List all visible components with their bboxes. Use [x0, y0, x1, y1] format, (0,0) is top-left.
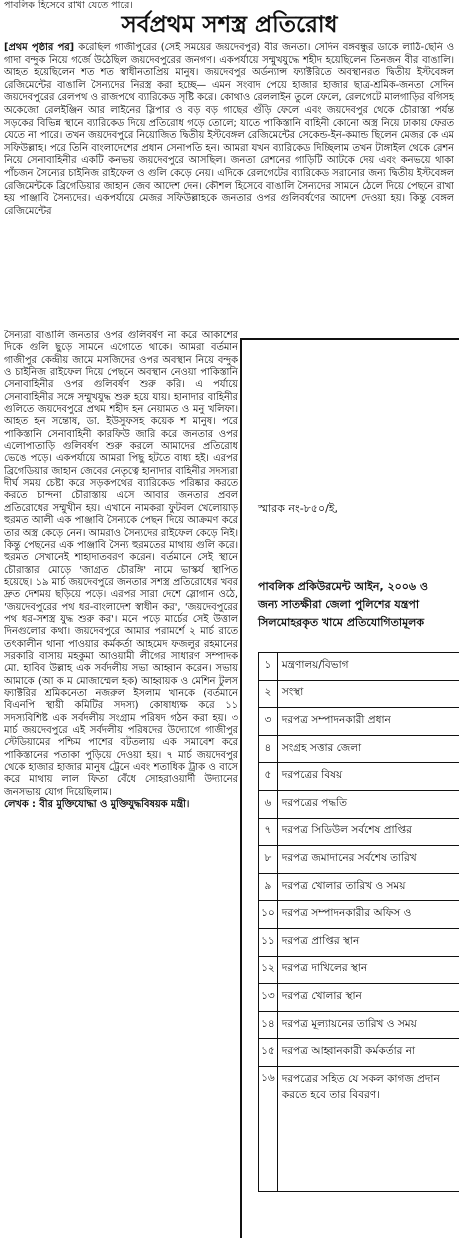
row-number: ৮ [259, 846, 278, 874]
row-number: ১৩ [259, 984, 278, 1012]
intro-line: জন্য সাতক্ষীরা জেলা পুলিশের যন্ত্রপা [258, 596, 428, 614]
table-row [259, 1039, 459, 1067]
table-row [259, 763, 459, 791]
row-label: দরপত্র সম্পাদনকারীর অফিস ও [277, 901, 459, 929]
row-number: ১ [259, 653, 278, 681]
row-number: ৩ [259, 708, 278, 736]
row-number: ৬ [259, 790, 278, 818]
row-number: ১২ [259, 956, 278, 984]
row-number: ১০ [259, 901, 278, 929]
table-row [259, 846, 459, 874]
table-row [259, 1066, 459, 1191]
intro-line: পাবলিক প্রকিউরমেন্ট আইন, ২০০৬ ও [258, 578, 428, 596]
intro-line: সিলমোহরকৃত খামে প্রতিযোগিতামূলক [258, 614, 428, 632]
row-label: দরপত্রের সহিত যে সকল কাগজ প্রদান করতে হবে তার বিবরণ। [277, 1066, 459, 1191]
lead-text: করেছিল গাজীপুরের (সেই সময়ের জয়দেবপুর) বীর জনতা। সেদিন বঙ্গবন্ধুর ডাকে লাঠি-ছেনি ও গাদা বন্দুক নিয়ে গর্জে উঠেছিল জয়দেবপুরের জনগণ। একপর্যায়ে সম্মুখযুদ্ধে শহীদ হয়েছিলেন তিনজন বীর বাঙালি। আহত হয়েছিলেন শত শত স্বাধীনতাপ্রিয় মানুষ। জয়দেবপুর অর্ডন্যান্স ফ্যাক্টরিতে অবস্থানরত দ্বিতীয় ইস্টবেঙ্গল রেজিমেন্টের বাঙালি সৈন্যদের নিরস্ত্র করা হচ্ছে— এমন সংবাদ পেয়ে হাজার হাজার ছাত্র-শ্রমিক-জনতা সেদিন জয়দেবপুরের রেলপথ ও রাজপথে ব্যারিকেড সৃষ্টি করে। কোথাও রেললাইন তুলে ফেলে, রেলগেটে মালগাড়ির বগিসহ অকেজো রেলইঞ্জিন আর লাইনের স্লিপার ও বড় বড় গাছের গুঁড়ি ফেলে এবং জয়দেবপুর থেকে চৌরাস্তা পর্যন্ত সড়কের বিভিন্ন স্থানে ব্যারিকেড দিয়ে প্রতিরোধ গড়ে তোলে; যাতে পাকিস্তানি বাহিনী কোনো অস্ত্র নিয়ে ঢাকায় ফেরত যেতে না পারে। তখন জয়দেবপুরে নিয়োজিত দ্বিতীয় ইস্টবেঙ্গল রেজিমেন্টের সেকেন্ড-ইন-কমান্ড ছিলেন মেজর কে এম সফিউল্লাহ। পরে তিনি বাংলাদেশের প্রধান সেনাপতি হন। আমরা যখন ব্যারিকেড দিচ্ছিলাম তখন টাঙ্গাইল থেকে রেশন নিয়ে সেনাবাহিনীর একটি কনভয় জয়দেবপুরে আসছিল। জনতা রেশনের গাড়িটি আটকে দেয় এবং কনভয়ে থাকা পাঁচজন সৈন্যের চাইনিজ রাইফেল ও গুলি কেড়ে নেয়। এদিকে রেলগেটের ব্যারিকেড সরানোর জন্য দ্বিতীয় ইস্টবেঙ্গল রেজিমেন্টকে ব্রিগেডিয়ার জাহান জেব আদেশ দেন। কৌশল হিসেবে বাঙালি সৈন্যদের সামনে ঠেলে দিয়ে পেছনে রাখা হয় পাঞ্জাবি সৈন্যদের। একপর্যায়ে মেজর সফিউল্লাহকে জনতার ওপর গুলিবর্ষণের আদেশ দেওয়া হয়। কিন্তু বেঙ্গল রেজিমেন্টের [4, 42, 454, 217]
row-label: দরপত্র খোলার তারিখ ও সময় [277, 873, 459, 901]
table-row [259, 901, 459, 929]
column-text: সৈন্যরা বাঙালি জনতার ওপর গুলিবর্ষণ না করে আকাশের দিকে গুলি ছুড়ে সামনে এগোতে থাকে। আমরা বর্তমান গাজীপুর কেন্দ্রীয় জামে মসজিদের ওপর অবস্থান নিয়ে বন্দুক ও চাইনিজ রাইফেল দিয়ে পেছনে অবস্থান নেওয়া পাকিস্তানি সেনাবাহিনীর ওপর গুলিবর্ষণ শুরু করি। এ পর্যায়ে সেনাবাহিনীর সঙ্গে সম্মুখযুদ্ধ শুরু হয়ে যায়। হানাদার বাহিনীর গুলিতে জয়দেবপুরে প্রথম শহীদ হন নেয়ামত ও মনু খলিফা। আহত হন সন্তোষ, ডা. ইউসুফসহ কয়েক শ মানুষ। পরে পাকিস্তানি সেনাবাহিনী কারফিউ জারি করে জনতার ওপর এলোপাতাড়ি গুলিবর্ষণ শুরু করলে আমাদের প্রতিরোধ ভেঙে পড়ে। একপর্যায়ে আমরা পিছু হটতে বাধ্য হই। এরপর ব্রিগেডিয়ার জাহান জেবের নেতৃত্বে হানাদার বাহিনীর সদস্যরা দীর্ঘ সময় চেষ্টা করে সড়কপথের ব্যারিকেড পরিষ্কার করতে করতে চান্দনা চৌরাস্তায় এসে আবার জনতার প্রবল প্রতিরোধের সম্মুখীন হয়। এখানে নামকরা ফুটবল খেলোয়াড় হুরমত আলী এক পাঞ্জাবি সৈন্যকে পেছন দিয়ে আক্রমণ করে তার অস্ত্র কেড়ে নেন। আমরাও সৈন্যদের রাইফেল কেড়ে নিই। কিন্তু পেছনের এক পাঞ্জাবি সৈন্য হুরমতের মাথায় গুলি করে। হুরমত সেখানেই শাহাদাতবরণ করেন। বর্তমানে সেই স্থানে চৌরাস্তার মোড়ে 'জাগ্রত চৌরঙ্গি' নামে ভাস্কর্য স্থাপিত হয়েছে। ১৯ মার্চ জয়দেবপুরে জনতার সশস্ত্র প্রতিরোধের খবর দ্রুত দেশময় ছড়িয়ে পড়ে। এরপর সারা দেশে স্লোগান ওঠে, 'জয়দেবপুরের পথ ধর-বাংলাদেশ স্বাধীন কর', 'জয়দেবপুরের পথ ধর-সশস্ত্র যুদ্ধ শুরু কর'। মনে পড়ে মার্চের সেই উত্তাল দিনগুলোর কথা। জয়দেবপুরে আমার পরামর্শে ২ মার্চ রাতে তৎকালীন থানা পাওয়ার কর্মকর্তা আহমেদ ফজলুর রহমানের সরকারি বাসায় মহকুমা আওয়ামী লীগের সাধারণ সম্পাদক মো. হাবিব উল্লাহ এক সর্বদলীয় সভা আহ্বান করেন। সভায় আমাকে (আ ক ম মোজাম্মেল হক) আহ্বায়ক ও মেশিন টুলস ফ্যাক্টরির শ্রমিকনেতা নজরুল ইসলাম খানকে (বর্তমানে বিএনপি স্থায়ী কমিটির সদস্য) কোষাধ্যক্ষ করে ১১ সদস্যবিশিষ্ট এক সর্বদলীয় সংগ্রাম পরিষদ গঠন করা হয়। ৩ মার্চ জয়দেবপুরে এই সর্বদলীয় পরিষদের উদ্যোগে গাজীপুর স্টেডিয়ামের পশ্চিম পাশের বটতলায় এক সমাবেশ করে পাকিস্তানের পতাকা পুড়িয়ে দেওয়া হয়। ৭ মার্চ জয়দেবপুর থেকে হাজার হাজার মানুষ ট্রেনে এবং শতাধিক ট্রাক ও বাসে করে মাথায় লাল ফিতা বেঁধে সোহরাওয়ার্দী উদ্যানের জনসভায় যোগ দিয়েছিলাম। [4, 330, 238, 798]
row-number: ১৪ [259, 1011, 278, 1039]
row-label: দরপত্র সিডিউল সর্বশেষ প্রাপ্তির [277, 818, 459, 846]
row-label: দরপত্র সম্পাদনকারী প্রধান [277, 708, 459, 736]
table-row [259, 708, 459, 736]
row-number: ৪ [259, 735, 278, 763]
row-label: দরপত্র প্রাপ্তির স্থান [277, 928, 459, 956]
article-headline: সর্বপ্রথম সশস্ত্র প্রতিরোধ [0, 10, 459, 40]
row-number: ৭ [259, 818, 278, 846]
table-row [259, 818, 459, 846]
table-row [259, 790, 459, 818]
table-row [259, 680, 459, 708]
row-label: দরপত্রের পদ্ধতি [277, 790, 459, 818]
row-label: দরপত্র খোলার স্থান [277, 984, 459, 1012]
tender-notice-box [240, 338, 459, 1238]
row-number: ৯ [259, 873, 278, 901]
tender-details-table [258, 652, 459, 1192]
memo-number: স্মারক নং-৮৫০/ই, [258, 500, 338, 519]
previous-article-tail: পাবলিক হিসেবে রাখা যেতে পারে। [4, 0, 444, 12]
row-label: সংগ্রহ সত্তার জেলা [277, 735, 459, 763]
table-row [259, 873, 459, 901]
row-label: মন্ত্রণালয়/বিভাগ [277, 653, 459, 681]
table-row [259, 653, 459, 681]
row-number: ১৫ [259, 1039, 278, 1067]
row-label: দরপত্র আহ্বানকারী কর্মকর্তার না [277, 1039, 459, 1067]
row-number: ৫ [259, 763, 278, 791]
row-label: দরপত্র দাখিলের স্থান [277, 956, 459, 984]
table-row [259, 735, 459, 763]
row-label: দরপত্র জমাদানের সর্বশেষ তারিখ [277, 846, 459, 874]
table-row [259, 984, 459, 1012]
row-number: ১৬ [259, 1066, 278, 1191]
row-number: ১১ [259, 928, 278, 956]
row-label: দরপত্রের বিষয় [277, 763, 459, 791]
notice-intro [258, 578, 428, 632]
table-row [259, 1011, 459, 1039]
table-row [259, 928, 459, 956]
table-row [259, 956, 459, 984]
row-label: সংস্থা [277, 680, 459, 708]
row-number: ২ [259, 680, 278, 708]
row-label: দরপত্র মূল্যায়নের তারিখ ও সময় [277, 1011, 459, 1039]
continued-from-tag: [প্রথম পৃষ্ঠার পর] [4, 42, 74, 53]
article-column [4, 330, 238, 1236]
author-byline: লেখক : বীর মুক্তিযোদ্ধা ও মুক্তিযুদ্ধবিষয়ক মন্ত্রী। [4, 799, 238, 811]
article-lead-paragraph [4, 42, 454, 328]
